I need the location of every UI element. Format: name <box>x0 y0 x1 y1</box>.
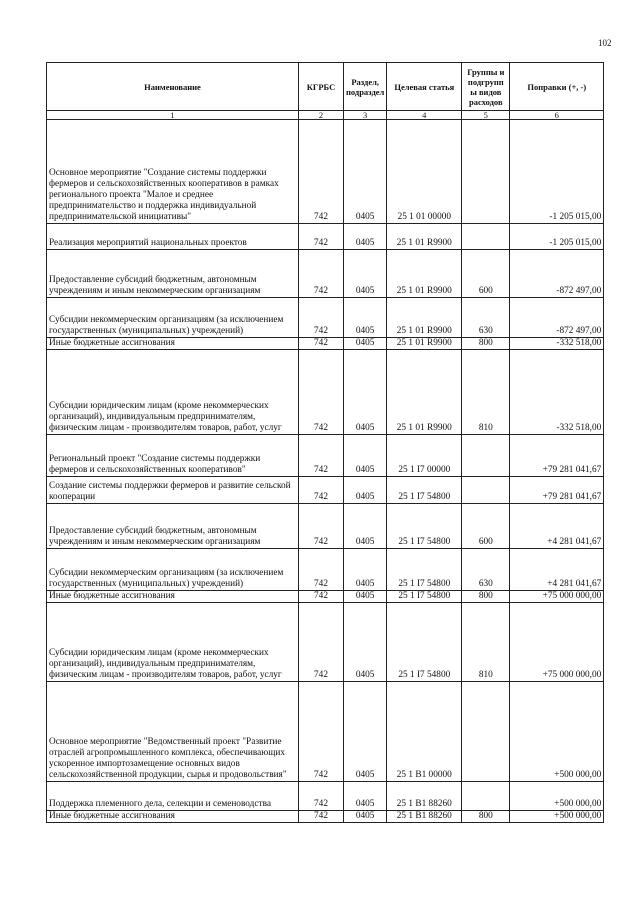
table-row <box>47 811 604 823</box>
budget-amendments-table <box>46 62 604 823</box>
row-expense-group: 600 <box>462 504 510 549</box>
table-row <box>47 477 604 504</box>
row-name: Предоставление субсидий бюджетным, автономным учреждениям и иным некоммерческим организациям <box>47 250 299 298</box>
header-section: Раздел, подраздел <box>344 63 387 111</box>
row-amount: -872 497,00 <box>510 250 604 298</box>
row-kgrbs: 742 <box>299 782 344 811</box>
row-amount: +4 281 041,67 <box>510 549 604 591</box>
row-target-article: 25 1 B1 88260 <box>387 782 462 811</box>
row-amount: +500 000,00 <box>510 682 604 782</box>
column-number: 4 <box>387 111 462 120</box>
row-kgrbs: 742 <box>299 504 344 549</box>
row-target-article: 25 1 01 00000 <box>387 120 462 224</box>
row-name: Предоставление субсидий бюджетным, автономным учреждениям и иным некоммерческим организациям <box>47 504 299 549</box>
row-target-article: 25 1 01 R9900 <box>387 338 462 350</box>
row-amount: -332 518,00 <box>510 338 604 350</box>
row-amount: +4 281 041,67 <box>510 504 604 549</box>
row-expense-group <box>462 224 510 250</box>
row-target-article: 25 1 I7 00000 <box>387 435 462 477</box>
table-row <box>47 298 604 338</box>
row-target-article: 25 1 I7 54800 <box>387 549 462 591</box>
row-name: Поддержка племенного дела, селекции и семеноводства <box>47 782 299 811</box>
row-kgrbs: 742 <box>299 224 344 250</box>
header-target-article: Целевая статья <box>387 63 462 111</box>
table-row <box>47 435 604 477</box>
row-amount: +79 281 041,67 <box>510 477 604 504</box>
row-expense-group: 630 <box>462 298 510 338</box>
row-expense-group <box>462 682 510 782</box>
row-amount: +75 000 000,00 <box>510 591 604 603</box>
header-name: Наименование <box>47 63 299 111</box>
row-amount: -1 205 015,00 <box>510 224 604 250</box>
row-kgrbs: 742 <box>299 591 344 603</box>
row-expense-group <box>462 435 510 477</box>
row-name: Основное мероприятие "Создание системы поддержки фермеров и сельскохозяйственных кооперативов в рамках регионального проекта "Малое и среднее предпринимательство и поддержка индивидуальной предпринимательской инициативы" <box>47 120 299 224</box>
header-amendments: Поправки (+, -) <box>510 63 604 111</box>
row-kgrbs: 742 <box>299 549 344 591</box>
row-name: Региональный проект "Создание системы поддержки фермеров и сельскохозяйственных кооперативов" <box>47 435 299 477</box>
row-target-article: 25 1 I7 54800 <box>387 591 462 603</box>
row-target-article: 25 1 I7 54800 <box>387 603 462 682</box>
table-row <box>47 504 604 549</box>
row-name: Иные бюджетные ассигнования <box>47 591 299 603</box>
row-section: 0405 <box>344 224 387 250</box>
row-target-article: 25 1 I7 54800 <box>387 504 462 549</box>
row-target-article: 25 1 01 R9900 <box>387 224 462 250</box>
column-number: 2 <box>299 111 344 120</box>
table-row <box>47 603 604 682</box>
row-kgrbs: 742 <box>299 298 344 338</box>
row-expense-group: 800 <box>462 811 510 823</box>
row-target-article: 25 1 01 R9900 <box>387 350 462 435</box>
row-section: 0405 <box>344 477 387 504</box>
row-amount: +79 281 041,67 <box>510 435 604 477</box>
row-amount: -332 518,00 <box>510 350 604 435</box>
page-number: 102 <box>598 38 612 48</box>
row-section: 0405 <box>344 591 387 603</box>
row-section: 0405 <box>344 338 387 350</box>
row-kgrbs: 742 <box>299 477 344 504</box>
row-section: 0405 <box>344 549 387 591</box>
row-target-article: 25 1 01 R9900 <box>387 298 462 338</box>
row-name: Основное мероприятие "Ведомственный проект "Развитие отраслей агропромышленного комплекса, обеспечивающих ускоренное импортозамещение основных видов сельскохозяйственной продукции, сырья и продовольствия" <box>47 682 299 782</box>
row-amount: -1 205 015,00 <box>510 120 604 224</box>
row-target-article: 25 1 01 R9900 <box>387 250 462 298</box>
table-row <box>47 682 604 782</box>
row-kgrbs: 742 <box>299 435 344 477</box>
row-section: 0405 <box>344 603 387 682</box>
table-row <box>47 338 604 350</box>
row-section: 0405 <box>344 250 387 298</box>
row-section: 0405 <box>344 811 387 823</box>
row-section: 0405 <box>344 682 387 782</box>
row-kgrbs: 742 <box>299 338 344 350</box>
table-row <box>47 120 604 224</box>
row-kgrbs: 742 <box>299 120 344 224</box>
row-expense-group <box>462 120 510 224</box>
row-expense-group <box>462 782 510 811</box>
row-expense-group: 630 <box>462 549 510 591</box>
row-name: Иные бюджетные ассигнования <box>47 338 299 350</box>
column-number: 1 <box>47 111 299 120</box>
table-row <box>47 549 604 591</box>
column-number: 3 <box>344 111 387 120</box>
row-kgrbs: 742 <box>299 350 344 435</box>
row-expense-group: 600 <box>462 250 510 298</box>
row-amount: +500 000,00 <box>510 782 604 811</box>
row-kgrbs: 742 <box>299 682 344 782</box>
row-name: Реализация мероприятий национальных проектов <box>47 224 299 250</box>
row-kgrbs: 742 <box>299 603 344 682</box>
table-row <box>47 224 604 250</box>
row-expense-group <box>462 477 510 504</box>
column-number: 5 <box>462 111 510 120</box>
column-number: 6 <box>510 111 604 120</box>
header-kgrbs: КГРБС <box>299 63 344 111</box>
row-target-article: 25 1 I7 54800 <box>387 477 462 504</box>
table-row <box>47 250 604 298</box>
row-name: Субсидии юридическим лицам (кроме некоммерческих организаций), индивидуальным предпринимателям, физическим лицам - производителям товаров, работ, услуг <box>47 350 299 435</box>
row-target-article: 25 1 B1 88260 <box>387 811 462 823</box>
row-section: 0405 <box>344 298 387 338</box>
table-row <box>47 350 604 435</box>
row-name: Иные бюджетные ассигнования <box>47 811 299 823</box>
table-row <box>47 591 604 603</box>
row-amount: +75 000 000,00 <box>510 603 604 682</box>
row-section: 0405 <box>344 350 387 435</box>
header-expense-groups: Группы и подгрупп ы видов расходов <box>462 63 510 111</box>
row-target-article: 25 1 B1 00000 <box>387 682 462 782</box>
row-name: Субсидии некоммерческим организациям (за исключением государственных (муниципальных) учреждений) <box>47 298 299 338</box>
row-kgrbs: 742 <box>299 250 344 298</box>
row-expense-group: 800 <box>462 591 510 603</box>
row-amount: +500 000,00 <box>510 811 604 823</box>
row-section: 0405 <box>344 120 387 224</box>
row-section: 0405 <box>344 782 387 811</box>
row-kgrbs: 742 <box>299 811 344 823</box>
row-expense-group: 810 <box>462 603 510 682</box>
row-name: Субсидии юридическим лицам (кроме некоммерческих организаций), индивидуальным предпринимателям, физическим лицам - производителям товаров, работ, услуг <box>47 603 299 682</box>
row-section: 0405 <box>344 435 387 477</box>
row-expense-group: 800 <box>462 338 510 350</box>
row-name: Субсидии некоммерческим организациям (за исключением государственных (муниципальных) учреждений) <box>47 549 299 591</box>
table-row <box>47 782 604 811</box>
row-section: 0405 <box>344 504 387 549</box>
row-name: Создание системы поддержки фермеров и развитие сельской кооперации <box>47 477 299 504</box>
row-expense-group: 810 <box>462 350 510 435</box>
row-amount: -872 497,00 <box>510 298 604 338</box>
